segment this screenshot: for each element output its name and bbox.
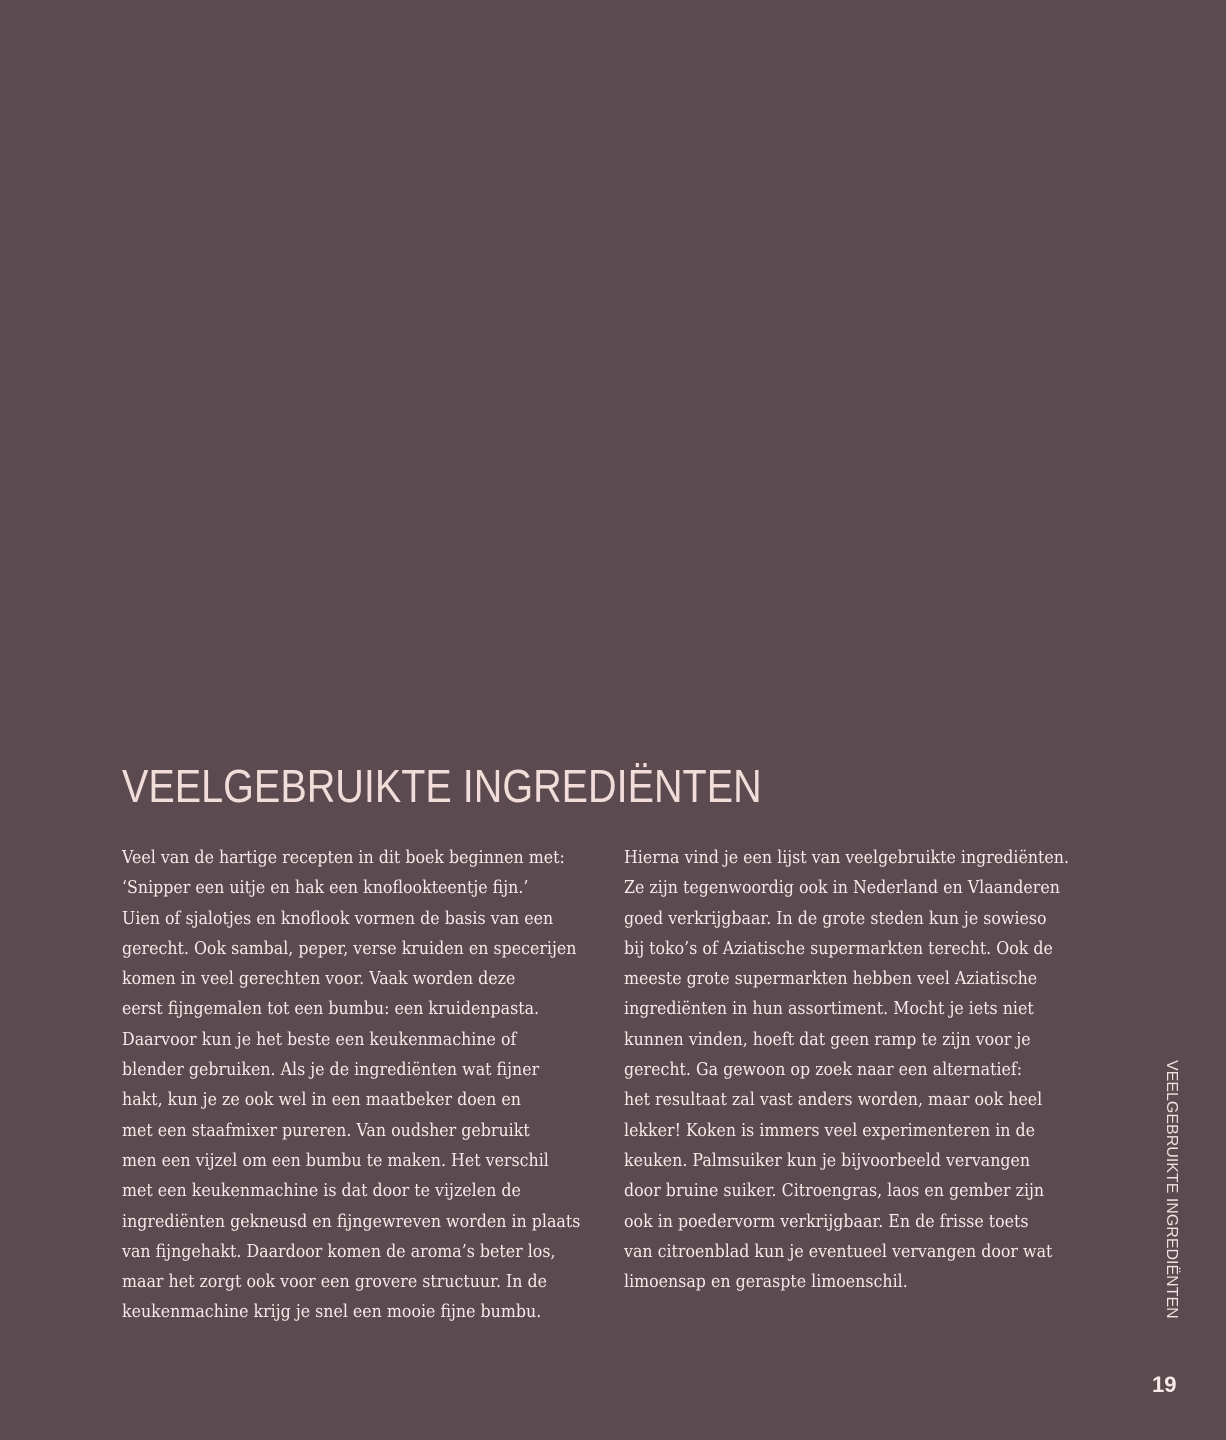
paragraph-line: gerecht. Ga gewoon op zoek naar een alternatief: xyxy=(624,1060,1023,1081)
paragraph-line: ingrediënten gekneusd en fijngewreven worden in plaats xyxy=(122,1211,581,1232)
paragraph-line: met een keukenmachine is dat door te vijzelen de xyxy=(122,1181,521,1202)
paragraph-line: hakt, kun je ze ook wel in een maatbeker doen en xyxy=(122,1090,521,1111)
paragraph-line: Uien of sjalotjes en knoflook vormen de basis van een xyxy=(122,908,554,929)
paragraph-line: kunnen vinden, hoeft dat geen ramp te zijn voor je xyxy=(624,1029,1031,1050)
paragraph-line: ‘Snipper een uitje en hak een knoflookteentje fijn.’ xyxy=(122,878,529,899)
paragraph-line: van fijngehakt. Daardoor komen de aroma’s beter los, xyxy=(122,1241,556,1262)
left-column xyxy=(122,843,600,1328)
paragraph-line: ook in poedervorm verkrijgbaar. En de frisse toets xyxy=(624,1211,1029,1232)
running-header-vertical: VEELGEBRUIKTE INGREDIËNTEN xyxy=(1163,1060,1180,1319)
paragraph-line: ingrediënten in hun assortiment. Mocht je iets niet xyxy=(624,999,1034,1020)
paragraph-line: van citroenblad kun je eventueel vervangen door wat xyxy=(624,1241,1053,1262)
paragraph-line: men een vijzel om een bumbu te maken. Het verschil xyxy=(122,1150,549,1171)
paragraph-line: Daarvoor kun je het beste een keukenmachine of xyxy=(122,1029,517,1050)
paragraph-line: limoensap en geraspte limoenschil. xyxy=(624,1272,908,1293)
page-number: 19 xyxy=(1152,1372,1177,1397)
paragraph-line: maar het zorgt ook voor een grovere structuur. In de xyxy=(122,1272,548,1293)
right-column xyxy=(624,843,1086,1297)
page-title: VEELGEBRUIKTE INGREDIËNTEN xyxy=(122,760,762,812)
paragraph-line: gerecht. Ook sambal, peper, verse kruiden en specerijen xyxy=(122,938,577,959)
paragraph-line: Veel van de hartige recepten in dit boek beginnen met: xyxy=(122,848,565,868)
paragraph-line: door bruine suiker. Citroengras, laos en gember zijn xyxy=(624,1181,1045,1202)
paragraph-line: blender gebruiken. Als je de ingrediënten wat fijner xyxy=(122,1060,540,1081)
paragraph-line: meeste grote supermarkten hebben veel Aziatische xyxy=(624,969,1038,990)
paragraph-line: bij toko’s of Aziatische supermarkten terecht. Ook de xyxy=(624,938,1053,959)
paragraph-line: het resultaat zal vast anders worden, maar ook heel xyxy=(624,1090,1043,1111)
paragraph-line: Ze zijn tegenwoordig ook in Nederland en Vlaanderen xyxy=(624,878,1060,899)
paragraph-line: keukenmachine krijg je snel een mooie fijne bumbu. xyxy=(122,1302,542,1323)
paragraph-line: keuken. Palmsuiker kun je bijvoorbeeld vervangen xyxy=(624,1150,1031,1171)
paragraph-line: goed verkrijgbaar. In de grote steden kun je sowieso xyxy=(624,908,1047,929)
paragraph-line: eerst fijngemalen tot een bumbu: een kruidenpasta. xyxy=(122,999,540,1020)
paragraph-line: komen in veel gerechten voor. Vaak worden deze xyxy=(122,969,516,990)
paragraph-line: lekker! Koken is immers veel experimenteren in de xyxy=(624,1120,1036,1141)
paragraph-line: Hierna vind je een lijst van veelgebruikte ingrediënten. xyxy=(624,848,1069,868)
paragraph-line: met een staafmixer pureren. Van oudsher gebruikt xyxy=(122,1120,530,1141)
